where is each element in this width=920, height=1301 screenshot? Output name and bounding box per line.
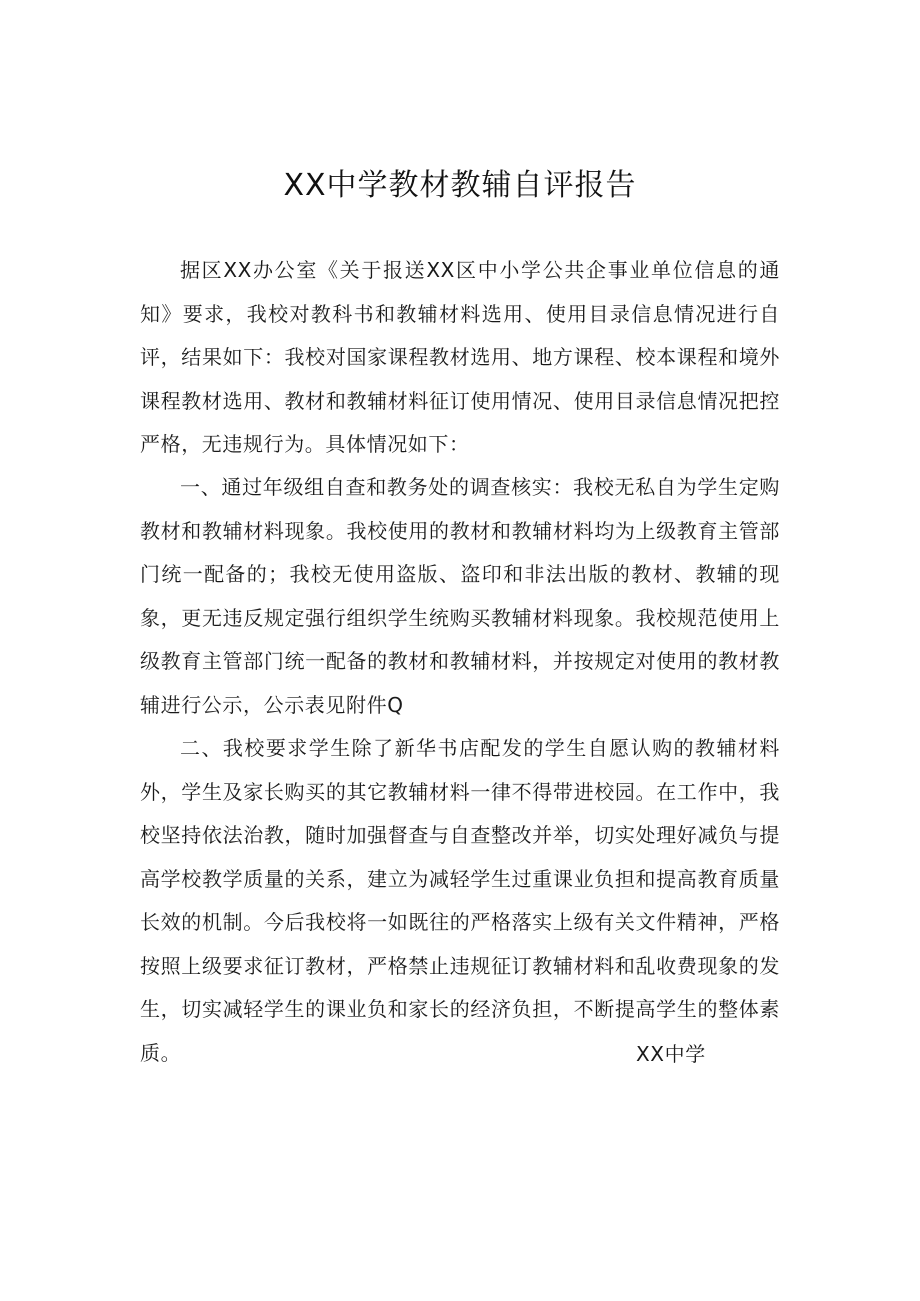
paragraph-section-two: 二、我校要求学生除了新华书店配发的学生自愿认购的教辅材料外，学生及家长购买的其它教辅材料一律不得带进校园。在工作中，我校坚持依法治教，随时加强督查与自查整改并举，切实处理好减负与提高学校教学质量的关系，建立为减轻学生过重课业负担和提高教育质量长效的机制。今后我校将一如既往的严格落实上级有关文件精神，严格按照上级要求征订教材，严格禁止违规征订教辅材料和乱收费现象的发生，切实减轻学生的课业负和家长的经济负担，不断提高学生的整体素质。 bbox=[140, 736, 780, 1065]
paragraph-intro: 据区XX办公室《关于报送XX区中小学公共企事业单位信息的通知》要求，我校对教科书和教辅材料选用、使用目录信息情况进行自评，结果如下：我校对国家课程教材选用、地方课程、校本课程和境外课程教材选用、教材和教辅材料征订使用情况、使用目录信息情况把控严格，无违规行为。具体情况如下： bbox=[140, 258, 780, 456]
paragraph-section-one: 一、通过年级组自查和教务处的调查核实：我校无私自为学生定购教材和教辅材料现象。我校使用的教材和教辅材料均为上级教育主管部门统一配备的；我校无使用盗版、盗印和非法出版的教材、教辅的现象，更无违反规定强行组织学生统购买教辅材料现象。我校规范使用上级教育主管部门统一配备的教材和教辅材料，并按规定对使用的教材教辅进行公示，公示表见附件Q bbox=[140, 475, 780, 717]
signature: XX中学 bbox=[636, 1042, 706, 1066]
document-title: XX中学教材教辅自评报告 bbox=[283, 168, 637, 203]
